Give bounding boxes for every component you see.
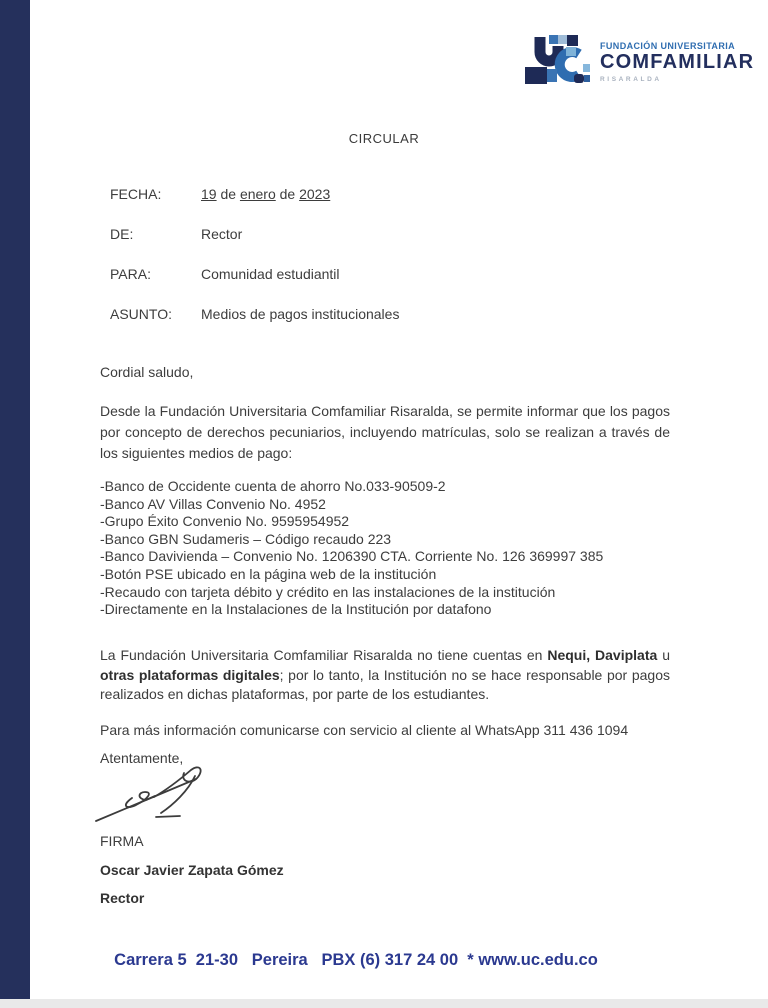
fecha-month: enero — [239, 186, 276, 202]
policy-part3: ; por lo tanto, la Institución no se hace responsable por pagos realizados en dichas plataformas, por parte de los estudiantes. — [100, 666, 670, 702]
uc-logo-icon — [521, 34, 591, 90]
university-logo — [521, 34, 754, 90]
para-value: Comunidad estudiantil — [201, 266, 340, 282]
de-label: DE: — [110, 226, 134, 242]
signer-name: Oscar Javier Zapata Gómez — [100, 862, 284, 878]
contact-info-text: Para más información comunicarse con servicio al cliente al WhatsApp 311 436 1094 — [100, 722, 629, 738]
signature-image — [92, 764, 214, 826]
footer-contact-line: Carrera 5 21-30 Pereira PBX (6) 317 24 00 * www.uc.edu.co — [114, 951, 598, 969]
payment-method-item: -Recaudo con tarjeta débito y crédito en las instalaciones de la institución — [100, 583, 556, 600]
logo-line-fundacion: FUNDACIÓN UNIVERSITARIA — [600, 40, 736, 51]
fecha-sep2: de — [275, 186, 300, 202]
signer-title: Rector — [100, 890, 145, 906]
policy-paragraph — [100, 646, 670, 705]
payment-methods-list — [100, 478, 700, 619]
left-accent-bar — [0, 0, 30, 999]
para-label: PARA: — [110, 266, 151, 282]
document-title: CIRCULAR — [348, 131, 420, 146]
payment-method-item: -Banco Davivienda – Convenio No. 1206390 CTA. Corriente No. 126 369997 385 — [100, 548, 604, 565]
header-fields — [110, 186, 399, 346]
logo-wordmark — [600, 41, 754, 84]
closing-text: Atentamente, — [100, 750, 184, 766]
payment-method-item: -Banco AV Villas Convenio No. 4952 — [100, 495, 326, 512]
payment-method-item: -Directamente en la Instalaciones de la Institución por datafono — [100, 601, 492, 618]
payment-method-item: -Grupo Éxito Convenio No. 9595954952 — [100, 513, 350, 530]
fecha-label: FECHA: — [110, 186, 162, 202]
fecha-sep1: de — [216, 186, 240, 202]
field-fecha — [110, 186, 399, 226]
payment-method-item: -Banco GBN Sudameris – Código recaudo 223 — [100, 530, 392, 547]
bottom-edge-strip — [0, 999, 768, 1008]
fecha-year: 2023 — [299, 186, 331, 202]
de-value: Rector — [201, 226, 243, 242]
payment-method-item: -Botón PSE ubicado en la página web de la institución — [100, 565, 437, 582]
policy-bold-plataformas: otras plataformas digitales — [100, 666, 280, 683]
field-para — [110, 266, 399, 306]
field-asunto — [110, 306, 399, 346]
asunto-value: Medios de pagos institucionales — [201, 306, 400, 322]
logo-line-risaralda: RISARALDA — [600, 75, 662, 83]
policy-part2: u — [657, 647, 670, 663]
policy-bold-nequi: Nequi, Daviplata — [547, 647, 658, 663]
field-de — [110, 226, 399, 266]
firma-label: FIRMA — [100, 833, 144, 849]
fecha-day: 19 — [201, 186, 217, 202]
intro-paragraph: Desde la Fundación Universitaria Comfamiliar Risaralda, se permite informar que los pagos por concepto de derechos pecuniarios, incluyendo matrículas, solo se realizan a través de los siguientes medios de pago: — [100, 403, 670, 461]
greeting-text: Cordial saludo, — [100, 364, 194, 380]
policy-part1: La Fundación Universitaria Comfamiliar Risaralda no tiene cuentas en — [100, 647, 548, 663]
payment-method-item: -Banco de Occidente cuenta de ahorro No.033-90509-2 — [100, 478, 446, 494]
fecha-value — [201, 186, 330, 202]
logo-line-comfamiliar: COMFAMILIAR — [600, 50, 755, 73]
asunto-label: ASUNTO: — [110, 306, 172, 322]
